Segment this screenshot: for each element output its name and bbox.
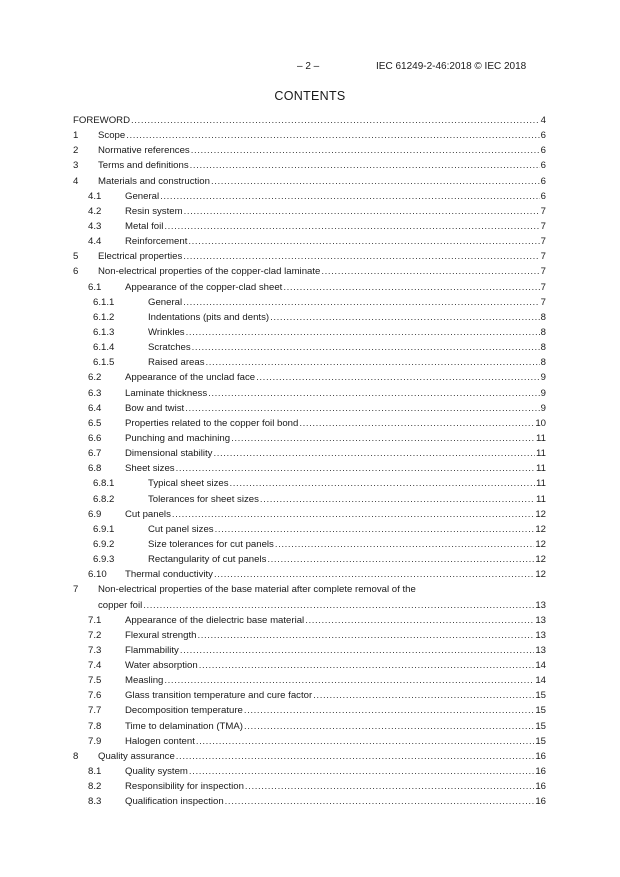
- toc-entry-page: 7: [540, 281, 546, 293]
- toc-entry-number: 7.8: [88, 720, 102, 732]
- toc-entry-number: 7.9: [88, 735, 102, 747]
- toc-entry-page: 11: [536, 493, 546, 505]
- toc-dot-leader: [299, 416, 534, 431]
- toc-entry-title: Tolerances for sheet sizes: [148, 493, 259, 505]
- toc-entry[interactable]: [73, 416, 546, 431]
- toc-entry-number: 6.1.1: [93, 296, 115, 308]
- toc-entry-title: Raised areas: [148, 357, 205, 369]
- toc-entry[interactable]: [73, 613, 546, 628]
- toc-entry[interactable]: [73, 234, 546, 249]
- document-reference: IEC 61249-2-46:2018 © IEC 2018: [376, 61, 527, 72]
- toc-entry[interactable]: [73, 158, 546, 173]
- toc-entry-title: Flexural strength: [125, 629, 197, 641]
- toc-entry-number: 7.1: [88, 614, 102, 626]
- toc-entry-title: Properties related to the copper foil bond: [125, 417, 299, 429]
- toc-entry-page: 14: [535, 660, 546, 672]
- toc-entry-title: Terms and definitions: [98, 160, 189, 172]
- toc-entry[interactable]: [73, 431, 546, 446]
- toc-entry-number: 4.2: [88, 205, 102, 217]
- toc-dot-leader: [183, 249, 539, 264]
- toc-entry-title: FOREWORD: [73, 115, 131, 126]
- toc-dot-leader: [164, 673, 534, 688]
- toc-entry[interactable]: [73, 401, 546, 416]
- toc-entry-title: Qualification inspection: [125, 796, 224, 808]
- toc-entry[interactable]: [73, 552, 546, 567]
- toc-entry-title: Cut panel sizes: [148, 523, 214, 535]
- toc-dot-leader: [131, 113, 540, 128]
- toc-entry-page: 10: [535, 417, 546, 429]
- toc-dot-leader: [188, 234, 539, 249]
- toc-dot-leader: [231, 431, 535, 446]
- toc-entry-number: 7.7: [88, 705, 102, 717]
- toc-entry[interactable]: [73, 325, 546, 340]
- toc-entry[interactable]: [73, 295, 546, 310]
- toc-entry-title: Normative references: [98, 145, 190, 157]
- toc-entry-number: 7.5: [88, 675, 102, 687]
- toc-entry[interactable]: [73, 386, 546, 401]
- toc-entry-title: Rectangularity of cut panels: [148, 554, 267, 566]
- toc-entry[interactable]: [73, 522, 546, 537]
- toc-entry-page: 6: [540, 130, 546, 142]
- toc-entry-title: Glass transition temperature and cure factor: [125, 690, 313, 702]
- toc-dot-leader: [275, 537, 534, 552]
- toc-dot-leader: [192, 340, 540, 355]
- toc-entry-page: 7: [540, 205, 546, 217]
- toc-entry-title: Typical sheet sizes: [148, 478, 229, 490]
- toc-entry-number: 6.9.1: [93, 523, 115, 535]
- toc-entry-title: Scratches: [148, 342, 191, 354]
- toc-entry[interactable]: [73, 734, 546, 749]
- toc-dot-leader: [321, 264, 539, 279]
- toc-entry-number: 6.5: [88, 417, 102, 429]
- toc-dot-leader: [245, 779, 534, 794]
- toc-entry[interactable]: [73, 113, 546, 128]
- toc-dot-leader: [244, 719, 534, 734]
- toc-entry-number: 7.2: [88, 629, 102, 641]
- toc-entry-number: 6.1: [88, 281, 102, 293]
- toc-entry[interactable]: [73, 582, 546, 612]
- toc-entry[interactable]: [73, 219, 546, 234]
- toc-entry[interactable]: [73, 719, 546, 734]
- toc-entry[interactable]: [73, 658, 546, 673]
- toc-dot-leader: [160, 189, 540, 204]
- toc-entry[interactable]: [73, 567, 546, 582]
- toc-dot-leader: [143, 598, 534, 613]
- toc-entry-number: 6.8: [88, 463, 102, 475]
- toc-entry[interactable]: [73, 174, 546, 189]
- toc-entry-page: 16: [535, 766, 546, 778]
- toc-entry-title: Resin system: [125, 205, 183, 217]
- toc-entry-page: 9: [540, 402, 546, 414]
- toc-entry-title: Materials and construction: [98, 175, 210, 187]
- toc-entry[interactable]: [73, 310, 546, 325]
- toc-entry-number: 4.1: [88, 190, 102, 202]
- toc-entry-page: 8: [540, 311, 546, 323]
- toc-dot-leader: [180, 643, 534, 658]
- toc-entry-page: 16: [535, 750, 546, 762]
- toc-dot-leader: [196, 734, 534, 749]
- toc-entry-number: 6.1.4: [93, 342, 115, 354]
- toc-entry-number: 8.1: [88, 766, 102, 778]
- toc-dot-leader: [215, 522, 535, 537]
- toc-entry-title: Responsibility for inspection: [125, 781, 244, 793]
- toc-entry-title: Time to delamination (TMA): [125, 720, 244, 732]
- toc-entry-number: 8: [73, 750, 79, 762]
- toc-entry-page: 13: [535, 614, 546, 626]
- toc-entry[interactable]: [73, 143, 546, 158]
- toc-entry-number: 6.8.2: [93, 493, 115, 505]
- toc-entry-page: 4: [540, 115, 546, 126]
- toc-entry[interactable]: [73, 764, 546, 779]
- toc-entry-page: 9: [540, 372, 546, 384]
- toc-entry-number: 6.7: [88, 448, 102, 460]
- toc-entry-title: Flammability: [125, 644, 179, 656]
- toc-entry-page: 13: [535, 599, 546, 611]
- toc-entry-page: 11: [536, 463, 546, 475]
- toc-dot-leader: [256, 370, 540, 385]
- contents-heading: CONTENTS: [274, 89, 346, 103]
- toc-entry-title: Appearance of the dielectric base material: [125, 614, 305, 626]
- toc-entry-title: Thermal conductivity: [125, 569, 213, 581]
- toc-entry-title: Wrinkles: [148, 326, 185, 338]
- toc-dot-leader: [199, 658, 535, 673]
- toc-entry-page: 12: [535, 569, 546, 581]
- toc-entry-page: 15: [535, 720, 546, 732]
- toc-entry[interactable]: [73, 628, 546, 643]
- toc-entry-title: Quality assurance: [98, 750, 175, 762]
- toc-entry[interactable]: [73, 688, 546, 703]
- toc-dot-leader: [185, 401, 539, 416]
- toc-entry-page: 6: [540, 160, 546, 172]
- toc-entry-number: 6.4: [88, 402, 102, 414]
- toc-entry-page: 11: [536, 432, 546, 444]
- toc-dot-leader: [176, 461, 535, 476]
- toc-entry-page: 12: [535, 554, 546, 566]
- toc-entry-title: Measling: [125, 675, 164, 687]
- toc-entry[interactable]: [73, 264, 546, 279]
- toc-entry[interactable]: [73, 749, 546, 764]
- toc-entry-page: 15: [535, 705, 546, 717]
- toc-entry[interactable]: [73, 249, 546, 264]
- toc-dot-leader: [211, 174, 540, 189]
- toc-dot-leader: [213, 446, 535, 461]
- toc-entry[interactable]: [73, 340, 546, 355]
- toc-entry-title: Cut panels: [125, 508, 171, 520]
- toc-entry-number: 7: [73, 584, 79, 596]
- toc-dot-leader: [230, 476, 536, 491]
- toc-entry-title: Sheet sizes: [125, 463, 175, 475]
- toc-entry-title-continuation: copper foil: [98, 599, 143, 611]
- toc-entry-title: Scope: [98, 130, 126, 142]
- toc-entry[interactable]: [73, 355, 546, 370]
- toc-entry-page: 7: [540, 220, 546, 232]
- toc-entry-page: 7: [540, 236, 546, 248]
- toc-entry-title: Appearance of the copper-clad sheet: [125, 281, 283, 293]
- toc-entry-title: Appearance of the unclad face: [125, 372, 256, 384]
- toc-dot-leader: [190, 158, 540, 173]
- toc-dot-leader: [191, 143, 540, 158]
- toc-entry-page: 13: [535, 629, 546, 641]
- toc-entry-page: 8: [540, 326, 546, 338]
- toc-entry-page: 13: [535, 644, 546, 656]
- toc-entry-number: 6.9.3: [93, 554, 115, 566]
- toc-entry[interactable]: [73, 461, 546, 476]
- toc-entry-title: Laminate thickness: [125, 387, 208, 399]
- toc-entry-page: 14: [535, 675, 546, 687]
- toc-entry-number: 6.3: [88, 387, 102, 399]
- toc-entry-number: 4.4: [88, 236, 102, 248]
- toc-entry-title: General: [125, 190, 160, 202]
- toc-dot-leader: [197, 628, 534, 643]
- toc-entry-page: 11: [536, 478, 546, 490]
- toc-entry-page: 8: [540, 342, 546, 354]
- toc-entry-page: 16: [535, 781, 546, 793]
- toc-entry-number: 6: [73, 266, 79, 278]
- toc-entry[interactable]: [73, 446, 546, 461]
- toc-entry-number: 1: [73, 130, 79, 142]
- table-of-contents: [73, 113, 546, 809]
- toc-dot-leader: [164, 219, 539, 234]
- toc-dot-leader: [189, 764, 534, 779]
- page-header: [0, 61, 620, 75]
- toc-entry-number: 6.9: [88, 508, 102, 520]
- toc-entry-page: 12: [535, 508, 546, 520]
- toc-entry-title: Dimensional stability: [125, 448, 213, 460]
- toc-entry-page: 7: [540, 266, 546, 278]
- toc-entry[interactable]: [73, 673, 546, 688]
- toc-entry-page: 12: [535, 538, 546, 550]
- toc-dot-leader: [176, 749, 535, 764]
- page-number-marker: – 2 –: [297, 61, 320, 72]
- toc-entry-page: 7: [540, 296, 546, 308]
- toc-entry-title: Electrical properties: [98, 251, 183, 263]
- toc-dot-leader: [126, 128, 539, 143]
- toc-entry-title: Metal foil: [125, 220, 164, 232]
- toc-entry[interactable]: [73, 794, 546, 809]
- toc-entry-title: General: [148, 296, 183, 308]
- toc-entry-number: 6.2: [88, 372, 102, 384]
- toc-entry-number: 5: [73, 251, 79, 263]
- toc-entry-number: 6.1.2: [93, 311, 115, 323]
- toc-entry-number: 4.3: [88, 220, 102, 232]
- toc-entry-title: Halogen content: [125, 735, 195, 747]
- toc-entry-number: 8.3: [88, 796, 102, 808]
- toc-entry-number: 7.3: [88, 644, 102, 656]
- toc-entry-number: 6.9.2: [93, 538, 115, 550]
- toc-entry-number: 4: [73, 175, 79, 187]
- toc-entry-page: 6: [540, 175, 546, 187]
- toc-entry[interactable]: [73, 476, 546, 491]
- toc-entry-page: 6: [540, 145, 546, 157]
- toc-entry[interactable]: [73, 703, 546, 718]
- toc-entry-title: Reinforcement: [125, 236, 188, 248]
- toc-entry[interactable]: [73, 779, 546, 794]
- toc-dot-leader: [214, 567, 534, 582]
- toc-entry[interactable]: [73, 370, 546, 385]
- toc-entry-title: Non-electrical properties of the copper-clad laminate: [98, 266, 321, 278]
- toc-entry[interactable]: [73, 280, 546, 295]
- toc-entry-number: 6.1.3: [93, 326, 115, 338]
- toc-entry-title: Non-electrical properties of the base material after complete removal of the: [98, 584, 416, 596]
- toc-entry-page: 9: [540, 387, 546, 399]
- toc-entry-page: 11: [536, 448, 546, 460]
- toc-entry-title: Size tolerances for cut panels: [148, 538, 274, 550]
- toc-entry-page: 6: [540, 190, 546, 202]
- toc-dot-leader: [260, 492, 535, 507]
- toc-entry[interactable]: [73, 643, 546, 658]
- toc-entry-title: Decomposition temperature: [125, 705, 243, 717]
- toc-entry-title: Quality system: [125, 766, 188, 778]
- toc-entry-page: 15: [535, 690, 546, 702]
- toc-entry-title: Water absorption: [125, 660, 198, 672]
- toc-entry-page: 12: [535, 523, 546, 535]
- toc-dot-leader: [172, 507, 534, 522]
- toc-entry[interactable]: [73, 507, 546, 522]
- toc-dot-leader: [183, 295, 540, 310]
- toc-entry[interactable]: [73, 189, 546, 204]
- toc-dot-leader: [267, 552, 534, 567]
- toc-dot-leader: [225, 794, 535, 809]
- toc-entry-page: 7: [540, 251, 546, 263]
- toc-entry-number: 2: [73, 145, 79, 157]
- toc-entry-page: 16: [535, 796, 546, 808]
- toc-entry[interactable]: [73, 537, 546, 552]
- toc-dot-leader: [184, 204, 540, 219]
- toc-dot-leader: [283, 280, 539, 295]
- toc-entry-number: 8.2: [88, 781, 102, 793]
- toc-entry-page: 15: [535, 735, 546, 747]
- toc-entry-title: Punching and machining: [125, 432, 231, 444]
- toc-dot-leader: [186, 325, 540, 340]
- toc-entry-number: 3: [73, 160, 79, 172]
- toc-entry-number: 7.6: [88, 690, 102, 702]
- toc-entry-number: 6.10: [88, 569, 107, 581]
- toc-dot-leader: [208, 386, 540, 401]
- toc-dot-leader: [313, 688, 534, 703]
- toc-dot-leader: [244, 703, 534, 718]
- toc-entry-number: 7.4: [88, 660, 102, 672]
- toc-entry-number: 6.8.1: [93, 478, 115, 490]
- toc-entry[interactable]: [73, 128, 546, 143]
- toc-entry-title: Indentations (pits and dents): [148, 311, 270, 323]
- toc-entry-number: 6.1.5: [93, 357, 115, 369]
- toc-entry[interactable]: [73, 204, 546, 219]
- toc-entry-page: 8: [540, 357, 546, 369]
- toc-dot-leader: [206, 355, 540, 370]
- toc-dot-leader: [305, 613, 534, 628]
- toc-entry-number: 6.6: [88, 432, 102, 444]
- toc-entry-title: Bow and twist: [125, 402, 185, 414]
- toc-dot-leader: [270, 310, 540, 325]
- toc-entry[interactable]: [73, 492, 546, 507]
